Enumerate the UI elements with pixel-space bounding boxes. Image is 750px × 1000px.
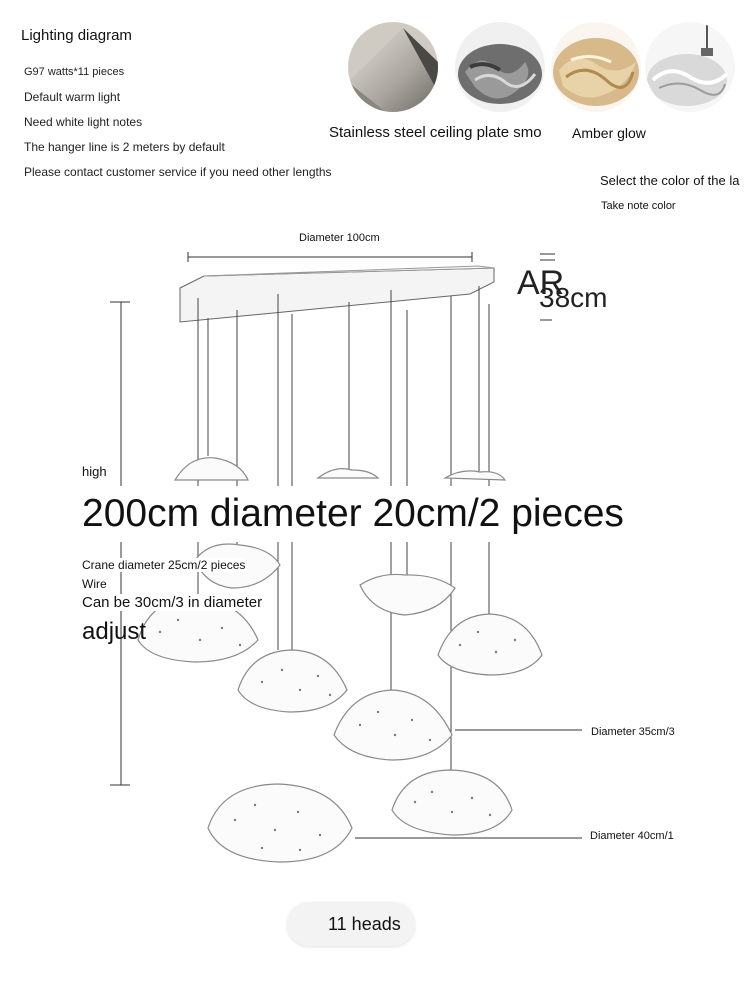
note-wattage: G97 watts*11 pieces [24, 66, 125, 78]
adjust-note: Can be 30cm/3 in diameter [82, 594, 263, 611]
note-hanger-line: The hanger line is 2 meters by default [24, 140, 225, 154]
note-default-light: Default warm light [24, 90, 121, 104]
crane-diameter-note: Crane diameter 25cm/2 pieces [82, 558, 246, 572]
plate-label-b: 38cm [539, 282, 608, 313]
adjust-label: adjust [82, 618, 147, 645]
diameter-35-label: Diameter 35cm/3 [591, 726, 675, 738]
diameter-40-label: Diameter 40cm/1 [590, 830, 674, 842]
diameter-top-label: Diameter 100cm [299, 232, 380, 244]
headline: 200cm diameter 20cm/2 pieces [82, 492, 624, 535]
wire-label: Wire [82, 577, 107, 591]
swatch-caption-amber: Amber glow [572, 125, 646, 141]
height-label: high [82, 464, 107, 479]
page-title: Lighting diagram [21, 27, 132, 44]
select-color-label: Select the color of the la [600, 173, 740, 188]
note-contact: Please contact customer service if you need other lengths [24, 165, 332, 179]
note-white-light: Need white light notes [24, 115, 143, 129]
take-note-color-label: Take note color [601, 200, 676, 212]
plate-label-a: AR [517, 264, 565, 302]
swatch-caption-stainless: Stainless steel ceiling plate smo [329, 124, 542, 141]
heads-count-label: 11 heads [328, 914, 401, 934]
